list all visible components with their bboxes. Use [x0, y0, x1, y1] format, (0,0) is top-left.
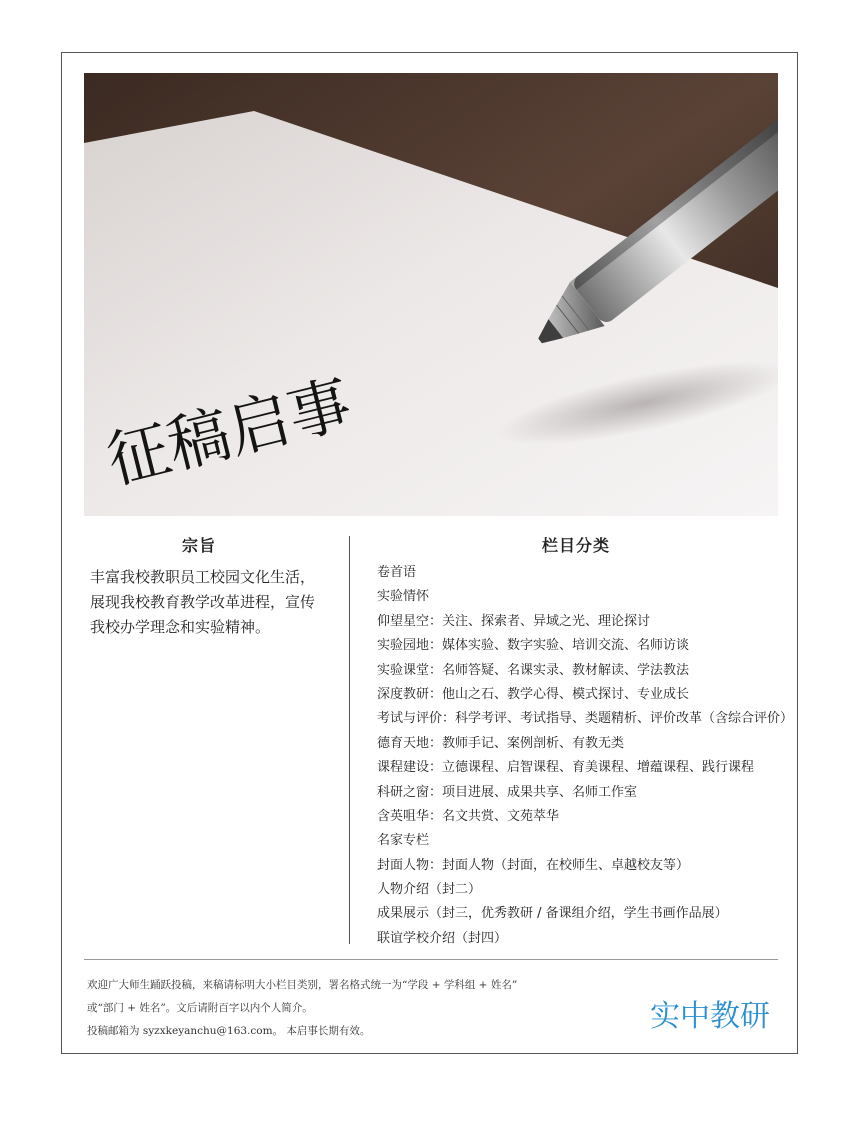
shizhong-jiaoyan-logo — [650, 986, 772, 1038]
category-list — [377, 561, 797, 951]
footer-line: 或“部门 + 姓名”。文后请附百字以内个人简介。 — [87, 1002, 313, 1014]
category-item: 人物介绍（封二） — [377, 882, 482, 898]
category-item: 实验园地：媒体实验、数字实验、培训交流、名师访谈 — [377, 638, 690, 654]
category-item: 课程建设：立德课程、启智课程、育美课程、增蕴课程、践行课程 — [377, 760, 755, 776]
category-item: 深度教研：他山之石、教学心得、模式探讨、专业成长 — [377, 686, 690, 702]
category-item: 实验情怀 — [377, 589, 430, 605]
footer-line: 欢迎广大师生踊跃投稿，来稿请标明大小栏目类别，署名格式统一为“学段 + 学科组 + 姓名” — [87, 979, 518, 991]
category-item: 仰望星空：关注、探索者、异域之光、理论探讨 — [377, 613, 651, 629]
category-item: 封面人物：封面人物（封面，在校师生、卓越校友等） — [377, 857, 690, 873]
category-item: 考试与评价：科学考评、考试指导、类题精析、评价改革（含综合评价） — [377, 711, 794, 727]
purpose-line: 我校办学理念和实验精神。 — [90, 618, 271, 636]
column-divider — [349, 536, 350, 944]
cover-photo — [84, 73, 778, 516]
category-item: 卷首语 — [377, 565, 417, 580]
notice-frame — [61, 52, 798, 1054]
footer-line: 投稿邮箱为 syzxkeyanchu@163.com。 本启事长期有效。 — [87, 1025, 371, 1037]
purpose-line: 丰富我校教职员工校园文化生活， — [90, 568, 316, 586]
category-item: 德育天地：教师手记、案例剖析、有教无类 — [377, 735, 625, 751]
categories-title: 栏目分类 — [542, 536, 611, 555]
purpose-line: 展现我校教育教学改革进程，宣传 — [90, 593, 316, 611]
category-item: 名家专栏 — [377, 833, 430, 849]
category-item: 科研之窗：项目进展、成果共享、名师工作室 — [377, 784, 638, 800]
purpose-title: 宗旨 — [182, 536, 217, 555]
footer-divider — [84, 959, 778, 960]
category-item: 成果展示（封三，优秀教研 / 备课组介绍，学生书画作品展） — [377, 906, 728, 922]
category-item: 含英咀华：名文共赏、文苑萃华 — [377, 808, 560, 824]
purpose-text — [90, 565, 350, 640]
svg-text:征稿启事: 征稿启事 — [99, 366, 359, 498]
svg-text:实中教研: 实中教研 — [650, 999, 770, 1034]
category-item: 实验课堂：名师答疑、名课实录、教材解读、学法教法 — [377, 662, 690, 678]
category-item: 联谊学校介绍（封四） — [377, 930, 508, 946]
submission-note — [87, 974, 627, 1043]
